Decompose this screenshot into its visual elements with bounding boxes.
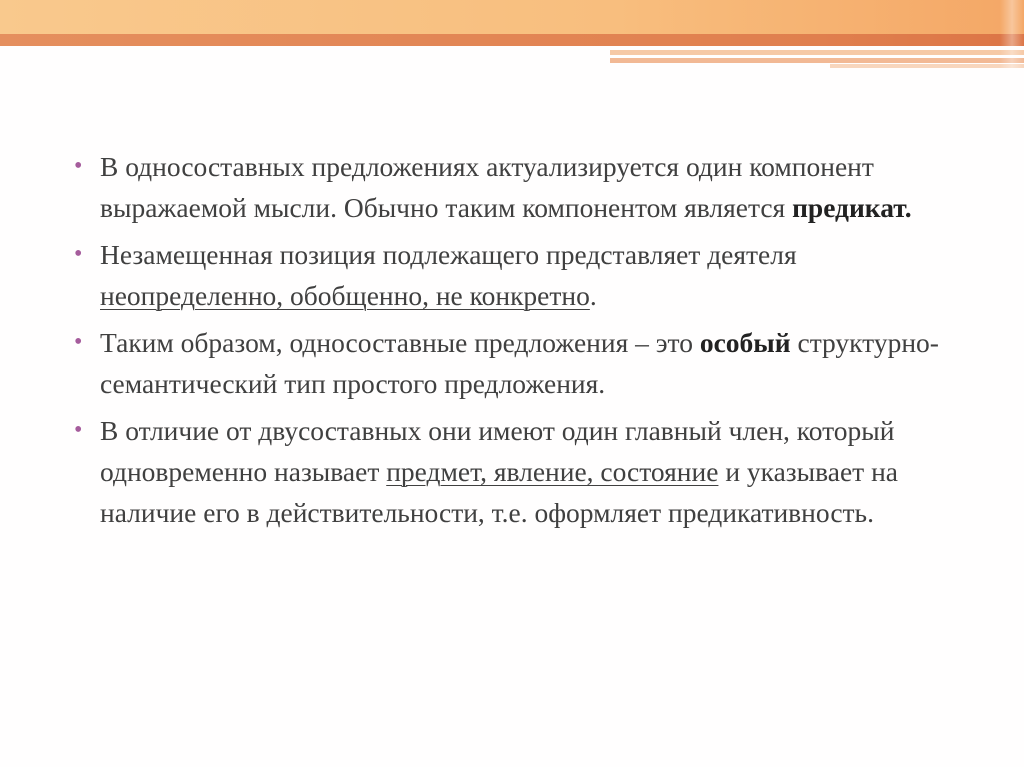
header-decor-bar <box>0 0 1024 34</box>
header-thin-bar-3 <box>830 64 1024 68</box>
header-accent-bar <box>0 34 1024 46</box>
header-thin-bar-1 <box>610 50 1024 55</box>
bullet-bold-text: предикат. <box>792 192 912 223</box>
bullet-underlined-text: неопределенно, обобщенно, не конкретно <box>100 280 590 311</box>
bullet-text: В отличие от двусоставных они имеют один главный член, который одновременно называет <box>100 415 895 487</box>
bullet-item <box>68 146 978 228</box>
bullet-dot-icon: • <box>74 329 83 355</box>
bullet-text: Таким образом, односоставные предложения – это <box>100 327 700 358</box>
bullet-list <box>68 146 978 539</box>
bullet-underlined-text: предмет, явление, состояние <box>386 456 719 487</box>
bullet-dot-icon: • <box>74 241 83 267</box>
bullet-text: В односоставных предложениях актуализируется один компонент выражаемой мысли. Обычно таким компонентом является <box>100 151 874 223</box>
bullet-bold-text: особый <box>699 327 791 358</box>
bullet-text: структурно-семантический тип простого предложения. <box>100 327 939 399</box>
bullet-text: . <box>589 280 597 311</box>
bullet-dot-icon: • <box>74 153 83 179</box>
header-right-fade <box>1000 0 1024 68</box>
header-thin-bar-2 <box>610 58 1024 63</box>
bullet-item <box>68 410 978 533</box>
bullet-text: Незамещенная позиция подлежащего представляет деятеля <box>100 239 797 270</box>
bullet-text: и указывает на наличие его в действительности, т.е. оформляет предикативность. <box>100 456 898 528</box>
bullet-item <box>68 234 978 316</box>
bullet-item <box>68 322 978 404</box>
bullet-dot-icon: • <box>74 417 83 443</box>
